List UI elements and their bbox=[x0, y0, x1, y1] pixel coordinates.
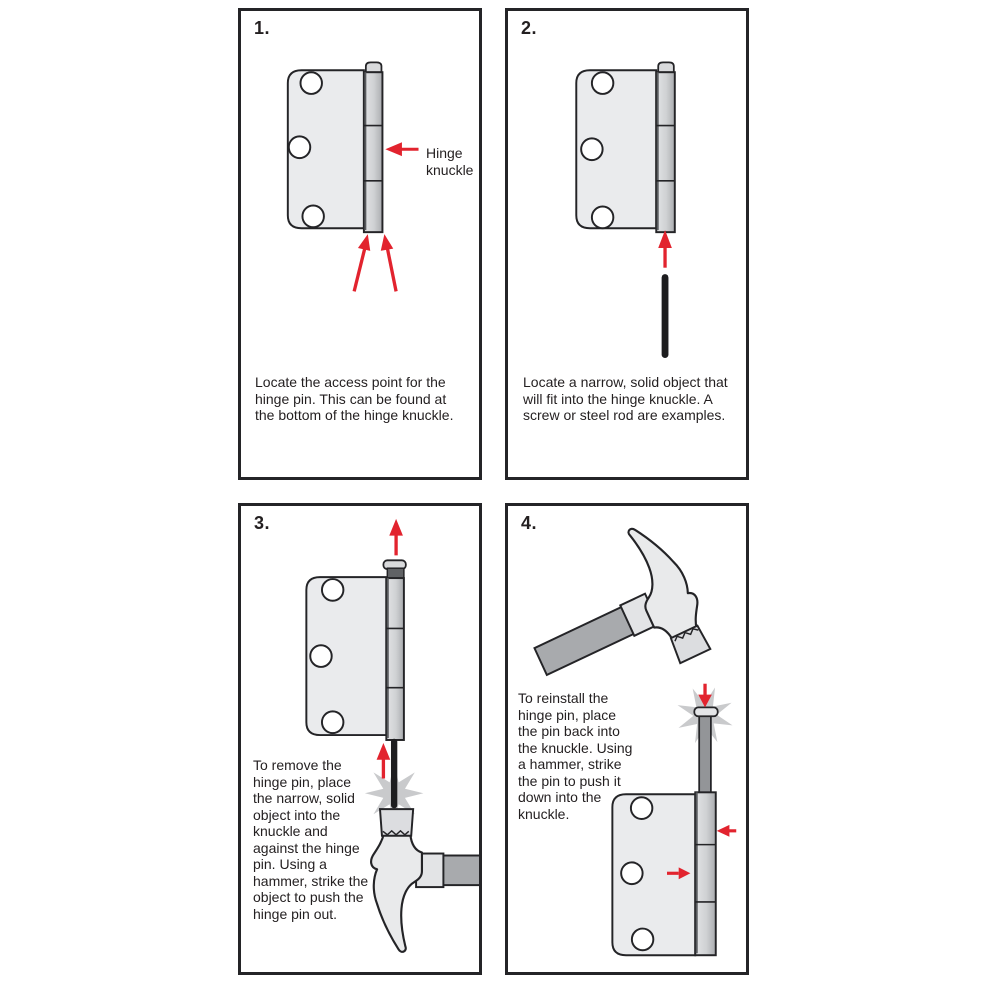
access-point-arrows-icon bbox=[354, 234, 396, 291]
knuckle-callout-arrow-icon bbox=[385, 142, 418, 156]
step-number: 1. bbox=[254, 18, 271, 38]
hinge-pin-cap bbox=[366, 62, 382, 72]
hinge-knuckle bbox=[386, 578, 404, 740]
hinge-knuckle-label: Hinge knuckle bbox=[426, 145, 474, 178]
screw-hole bbox=[302, 205, 323, 227]
screw-hole bbox=[592, 206, 613, 228]
screw-hole bbox=[322, 579, 343, 601]
up-arrow-icon bbox=[658, 230, 672, 268]
hinge-knuckle bbox=[656, 72, 675, 232]
screw-hole bbox=[592, 72, 613, 94]
step-caption: To reinstall the hinge pin, place the pin back into the knuckle. Using a hammer, strike the pin to push it down into the knuckle. bbox=[518, 690, 633, 822]
step-number: 3. bbox=[254, 513, 271, 533]
panel-2 bbox=[505, 8, 749, 480]
screw-hole bbox=[581, 138, 602, 160]
hinge-pin-cap bbox=[658, 62, 674, 72]
panel-4 bbox=[505, 503, 749, 975]
hinge-knuckle bbox=[695, 792, 715, 955]
screw-hole bbox=[621, 862, 642, 884]
up-arrow-icon bbox=[389, 519, 403, 556]
screw-hole bbox=[310, 645, 331, 667]
hammer-icon bbox=[371, 809, 479, 952]
screw-hole bbox=[289, 136, 310, 158]
step-caption: To remove the hinge pin, place the narrow, solid object into the knuckle and against the hinge pin. Using a hammer, strike the object to push the hinge pin out. bbox=[253, 757, 369, 922]
up-arrow-icon bbox=[377, 743, 391, 779]
hinge-illustration bbox=[306, 577, 404, 740]
left-arrow-icon bbox=[717, 825, 737, 837]
panel-1 bbox=[238, 8, 482, 480]
hinge-knuckle bbox=[364, 72, 383, 232]
screw-hole bbox=[322, 711, 343, 733]
hinge-illustration bbox=[576, 62, 675, 232]
panel-3 bbox=[238, 503, 482, 975]
hammer-icon bbox=[508, 516, 718, 717]
screw-hole bbox=[632, 929, 653, 951]
step-caption: Locate the access point for the hinge pin. This can be found at the bottom of the hinge knuckle. bbox=[255, 374, 454, 423]
step-number: 2. bbox=[521, 18, 538, 38]
step-number: 4. bbox=[521, 513, 538, 533]
step-caption: Locate a narrow, solid object that will fit into the hinge knuckle. A screw or steel rod are examples. bbox=[523, 374, 728, 423]
screw-hole bbox=[301, 72, 322, 94]
hinge-illustration bbox=[288, 62, 383, 232]
